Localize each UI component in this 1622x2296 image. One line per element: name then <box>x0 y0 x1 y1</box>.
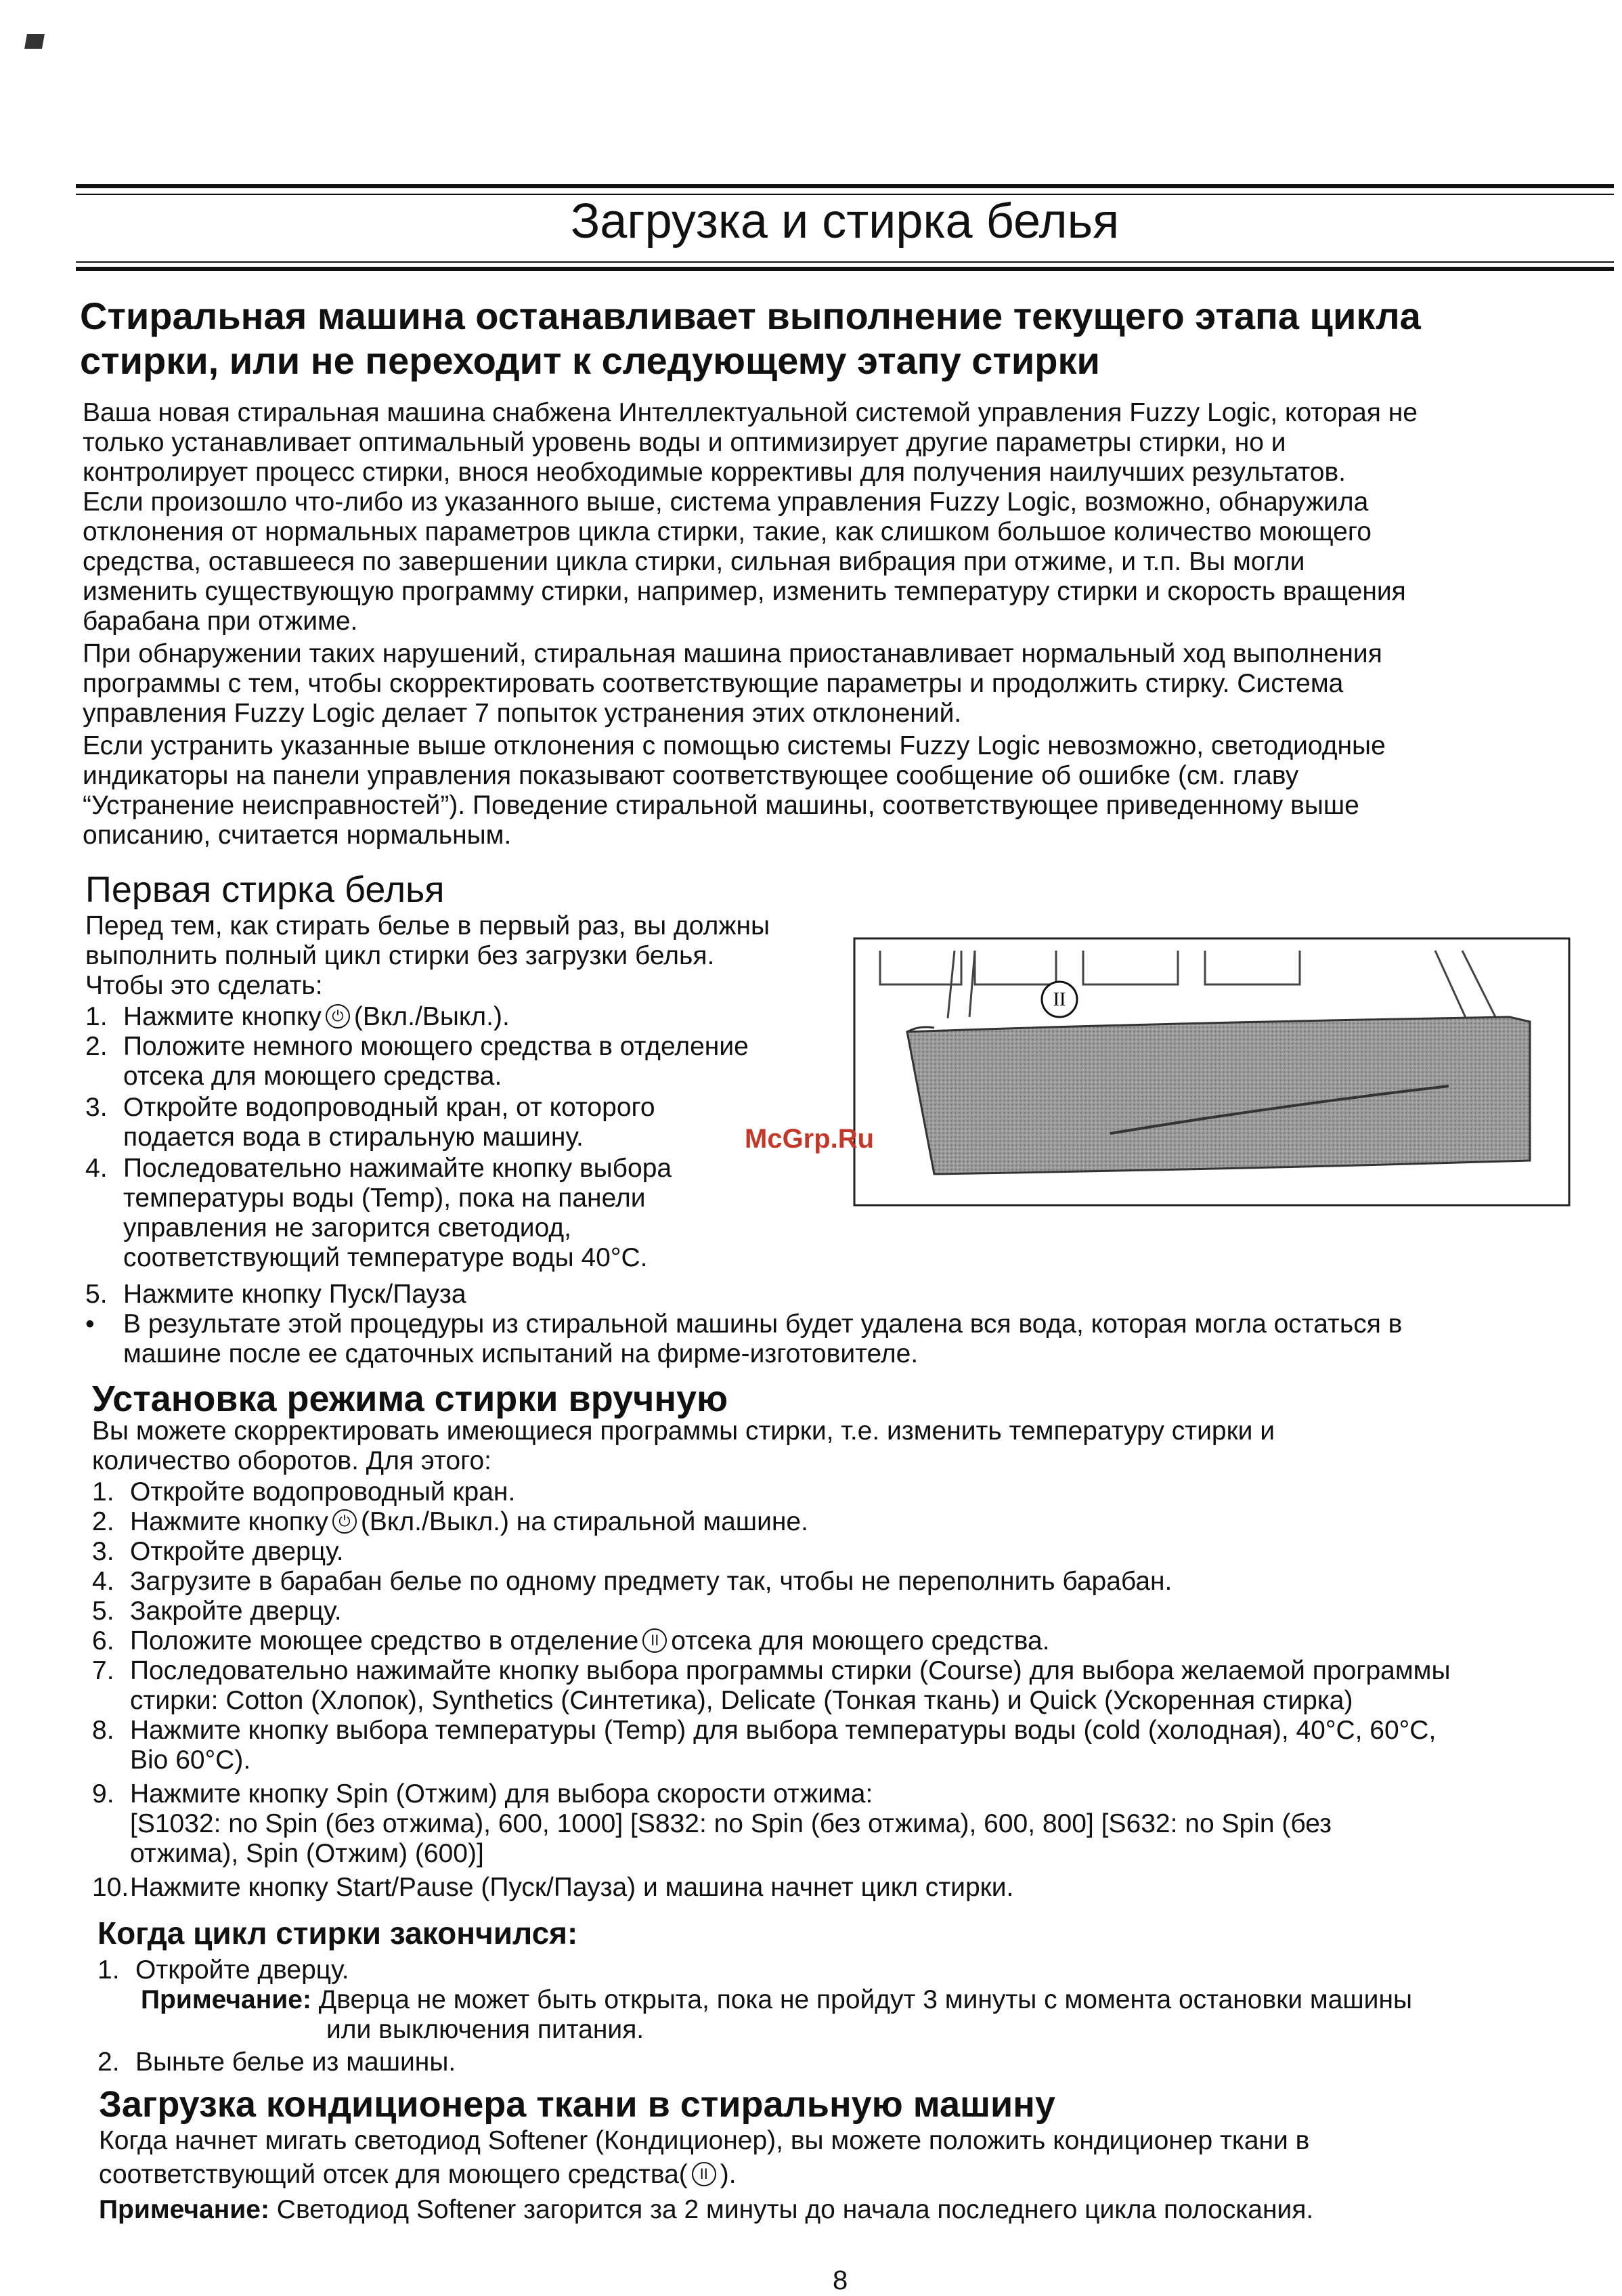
compartment-icon: II <box>692 2162 716 2186</box>
list-item: 2. Выньте белье из машины. <box>97 2048 456 2077</box>
list-item-cont: подается вода в стиральную машину. <box>123 1123 584 1152</box>
note-line: Примечание: Светодиод Softener загорится за 2 минуты до начала последнего цикла полоскания. <box>99 2195 1314 2224</box>
page-number: 8 <box>833 2266 848 2295</box>
bullet-item-cont: машине после ее сдаточных испытаний на фирме-изготовителе. <box>123 1339 919 1368</box>
power-icon: ⏻ <box>332 1509 357 1534</box>
paragraph-line: Ваша новая стиральная машина снабжена Интеллектуальной системой управления Fuzzy Logic, которая не <box>83 398 1418 427</box>
list-item-cont: температуры воды (Temp), пока на панели <box>123 1184 646 1213</box>
list-item: 4. Загрузите в барабан белье по одному предмету так, чтобы не переполнить барабан. <box>92 1567 1172 1596</box>
paragraph-line: описанию, считается нормальным. <box>83 821 512 850</box>
title-rule-bottom <box>76 267 1614 271</box>
compartment-marker-label: II <box>1053 989 1066 1010</box>
paragraph-line: индикаторы на панели управления показывают соответствующее сообщение об ошибке (см. главу <box>83 761 1299 790</box>
paragraph-line: “Устранение неисправностей”). Поведение стиральной машины, соответствующее приведенному выше <box>83 791 1359 820</box>
list-item: 4. Последовательно нажимайте кнопку выбора <box>85 1154 672 1183</box>
bullet-item: • В результате этой процедуры из стиральной машины будет удалена вся вода, которая могла остаться в <box>85 1309 1403 1339</box>
list-item: 5. Нажмите кнопку Пуск/Пауза <box>85 1280 466 1309</box>
intro-line: Перед тем, как стирать белье в первый раз, вы должны <box>85 911 770 940</box>
title-rule-top <box>76 184 1614 188</box>
list-item-cont: отжима), Spin (Отжим) (600)] <box>130 1839 484 1868</box>
scan-corner-mark <box>24 34 45 49</box>
list-item: 2. Нажмите кнопку ⏻ (Вкл./Выкл.) на стиральной машине. <box>92 1507 808 1536</box>
paragraph-line: программы с тем, чтобы скорректировать соответствующие параметры и продолжить стирку. Система <box>83 669 1344 698</box>
list-item: 5. Закройте дверцу. <box>92 1597 342 1626</box>
paragraph-line: барабана при отжиме. <box>83 607 358 636</box>
list-item: 8. Нажмите кнопку выбора температуры (Temp) для выбора температуры воды (cold (холодная), 40°C, 60°C, <box>92 1716 1437 1745</box>
section-heading: Первая стирка белья <box>85 869 445 910</box>
section-heading: Загрузка кондиционера ткани в стиральную машину <box>99 2084 1055 2125</box>
detergent-drawer-illustration <box>853 937 1571 1207</box>
section-heading-line: Стиральная машина останавливает выполнение текущего этапа цикла <box>80 295 1421 337</box>
section-heading-line: стирки, или не переходит к следующему этапу стирки <box>80 339 1100 382</box>
paragraph-line: изменить существующую программу стирки, например, изменить температуру стирки и скорость вращения <box>83 577 1406 606</box>
note-line-cont: или выключения питания. <box>326 2015 644 2044</box>
list-item: 1. Откройте дверцу. <box>97 1955 349 1985</box>
intro-line: Чтобы это сделать: <box>85 971 323 1000</box>
intro-line: выполнить полный цикл стирки без загрузки белья. <box>85 941 715 970</box>
list-item: 2. Положите немного моющего средства в отделение <box>85 1032 749 1061</box>
compartment-icon: II <box>642 1628 667 1653</box>
title-rule-bottom-thin <box>76 261 1614 263</box>
paragraph-line: Когда начнет мигать светодиод Softener (Кондиционер), вы можете положить кондиционер ткани в <box>99 2126 1310 2155</box>
list-item: 3. Откройте водопроводный кран, от которого <box>85 1093 655 1122</box>
list-item-cont: стирки: Cotton (Хлопок), Synthetics (Синтетика), Delicate (Тонкая ткань) и Quick (Ускоренная стирка) <box>130 1686 1353 1715</box>
list-item-cont: соответствующий температуре воды 40°C. <box>123 1243 648 1272</box>
list-item: 10.Нажмите кнопку Start/Pause (Пуск/Пауза) и машина начнет цикл стирки. <box>92 1873 1014 1902</box>
list-item-cont: [S1032: no Spin (без отжима), 600, 1000] [S832: no Spin (без отжима), 600, 800] [S632: no Spin (без <box>130 1809 1332 1838</box>
paragraph-line: Если произошло что-либо из указанного выше, система управления Fuzzy Logic, возможно, обнаружила <box>83 488 1369 517</box>
list-item-cont: отсека для моющего средства. <box>123 1062 502 1091</box>
note-line: Примечание: Дверца не может быть открыта, пока не пройдут 3 минуты с момента остановки машины <box>141 1985 1413 2014</box>
paragraph-line: Если устранить указанные выше отклонения с помощью системы Fuzzy Logic невозможно, светодиодные <box>83 731 1386 760</box>
section-heading: Когда цикл стирки закончился: <box>97 1915 578 1951</box>
paragraph-line: отклонения от нормальных параметров цикла стирки, такие, как слишком большое количество моющего <box>83 517 1372 546</box>
paragraph-line: средства, оставшееся по завершении цикла стирки, сильная вибрация при отжиме, и т.п. Вы могли <box>83 547 1305 576</box>
watermark: McGrp.Ru <box>745 1124 875 1154</box>
list-item-cont: Bio 60°C). <box>130 1746 251 1775</box>
list-item: 3. Откройте дверцу. <box>92 1537 344 1566</box>
intro-line: количество оборотов. Для этого: <box>92 1446 491 1475</box>
list-item: 7. Последовательно нажимайте кнопку выбора программы стирки (Course) для выбора желаемой программы <box>92 1656 1451 1685</box>
list-item: 1. Откройте водопроводный кран. <box>92 1477 516 1507</box>
section-heading: Установка режима стирки вручную <box>92 1379 728 1419</box>
paragraph-line: При обнаружении таких нарушений, стиральная машина приостанавливает нормальный ход выполнения <box>83 639 1382 668</box>
intro-line: Вы можете скорректировать имеющиеся программы стирки, т.е. изменить температуру стирки и <box>92 1416 1275 1446</box>
list-item-cont: управления не загорится светодиод, <box>123 1213 571 1242</box>
list-item: 9. Нажмите кнопку Spin (Отжим) для выбора скорости отжима: <box>92 1779 873 1808</box>
list-item: 1. Нажмите кнопку ⏻ (Вкл./Выкл.). <box>85 1002 510 1031</box>
power-icon: ⏻ <box>326 1004 350 1028</box>
paragraph-line: соответствующий отсек для моющего средства( II ). <box>99 2160 737 2189</box>
paragraph-line: контролирует процесс стирки, внося необходимые коррективы для получения наилучших результатов. <box>83 458 1346 487</box>
paragraph-line: управления Fuzzy Logic делает 7 попыток устранения этих отклонений. <box>83 699 962 728</box>
page-title: Загрузка и стирка белья <box>570 194 1120 248</box>
paragraph-line: только устанавливает оптимальный уровень воды и оптимизирует другие параметры стирки, но и <box>83 428 1286 457</box>
list-item: 6. Положите моющее средство в отделение II отсека для моющего средства. <box>92 1626 1050 1655</box>
